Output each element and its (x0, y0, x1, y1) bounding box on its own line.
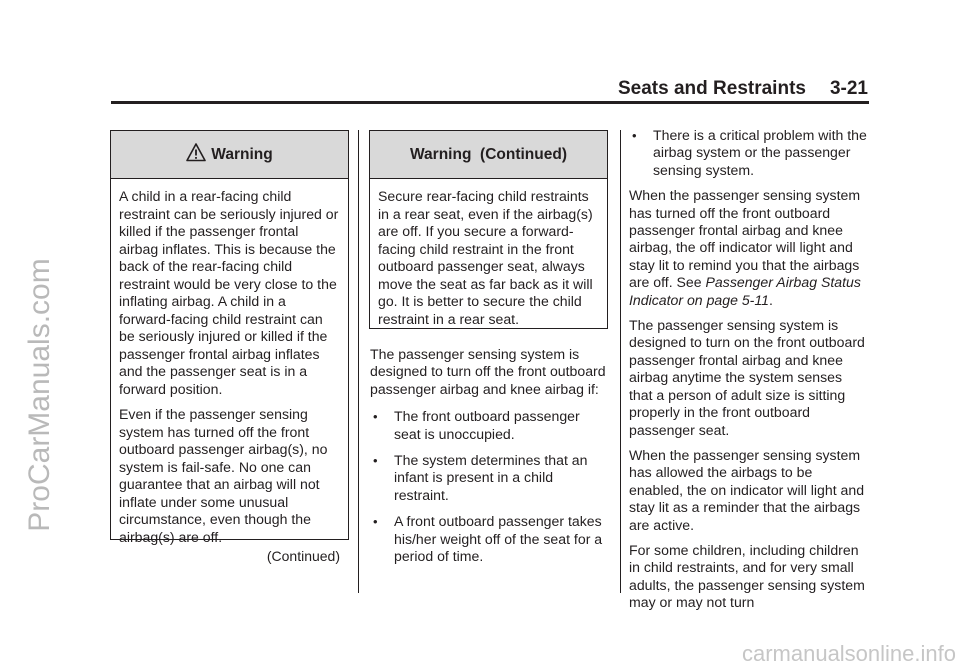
side-watermark: ProCarManuals.com (23, 258, 56, 532)
warning-paragraph: Even if the passenger sensing system has turned off the front outboard passenger airbag(s), no system is fail-safe. No one can guarantee that an airbag will not inflate under some unusual circumstance, even though the airbag(s) are off. (119, 406, 328, 545)
column-divider-left (358, 130, 359, 593)
middle-column-text (370, 346, 610, 574)
body-paragraph: When the passenger sensing system has turned off the front outboard passenger frontal airbag and knee airbag, the off indicator will light and stay lit to remind you that the airbags are off. See Passenger Airbag Status Indicator on page 5-11. (629, 187, 861, 308)
warning-paragraph: A child in a rear-facing child restraint can be seriously injured or killed if the passenger frontal airbag inflates. This is because the back of the rear-facing child restraint would be very close to the inflating airbag. A child in a forward-facing child restraint can be seriously injured or killed if the passenger frontal airbag inflates and the passenger seat is in a forward position. (119, 188, 339, 397)
continued-warning-box (369, 130, 608, 329)
warning-triangle-icon (186, 143, 206, 167)
bullet-item: • There is a critical problem with the airbag system or the passenger sensing system. (632, 127, 867, 178)
right-column-text (629, 127, 869, 620)
page-header (618, 78, 868, 100)
warning-box-body (111, 179, 348, 566)
body-paragraph: For some children, including children in child restraints, and for very small adults, the passenger sensing system may or may not turn (629, 541, 865, 611)
bullet-dot-icon: • (373, 514, 378, 530)
body-paragraph: The passenger sensing system is designed to turn on the front outboard passenger frontal airbag and knee airbag anytime the system senses that a person of adult size is sitting properly in the front outboard passenger seat. (629, 317, 865, 438)
bottom-watermark: carmanualsonline.info (741, 641, 956, 666)
column-divider-right (620, 130, 621, 593)
cross-reference-link[interactable]: Passenger Airbag Status Indicator on page 5-11 (629, 274, 861, 308)
bullet-dot-icon: • (373, 453, 378, 469)
warning-title: Warning (211, 145, 273, 163)
continued-warning-title: Warning (Continued) (410, 145, 567, 163)
bullet-item: • The system determines that an infant is present in a child restraint. (373, 452, 588, 503)
continued-warning-body (370, 179, 607, 328)
bullet-dot-icon: • (632, 128, 637, 143)
warning-box (110, 130, 349, 564)
continued-warning-header (370, 131, 607, 179)
warning-box-header (111, 131, 348, 179)
bullet-item: • A front outboard passenger takes his/her weight off of the seat for a period of time. (373, 513, 603, 565)
bullet-item: • The front outboard passenger seat is unoccupied. (373, 408, 580, 442)
section-title: Seats and Restraints (618, 78, 806, 99)
page-number: 3-21 (829, 78, 868, 99)
continued-label: (Continued) (266, 548, 340, 564)
header-rule (111, 101, 869, 104)
continued-warning-paragraph: Secure rear-facing child restraints in a rear seat, even if the airbag(s) are off. If you secure a forward-facing child restraint in the front outboard passenger seat, always move the seat as far back as it will go. It is better to secure the child restraint in a rear seat. (378, 188, 593, 327)
bullet-dot-icon: • (373, 409, 378, 425)
intro-paragraph: The passenger sensing system is designed to turn off the front outboard passenger airbag and knee airbag if: (370, 346, 606, 397)
body-paragraph: When the passenger sensing system has allowed the airbags to be enabled, the on indicator will light and stay lit as a reminder that the airbags are active. (629, 446, 865, 533)
